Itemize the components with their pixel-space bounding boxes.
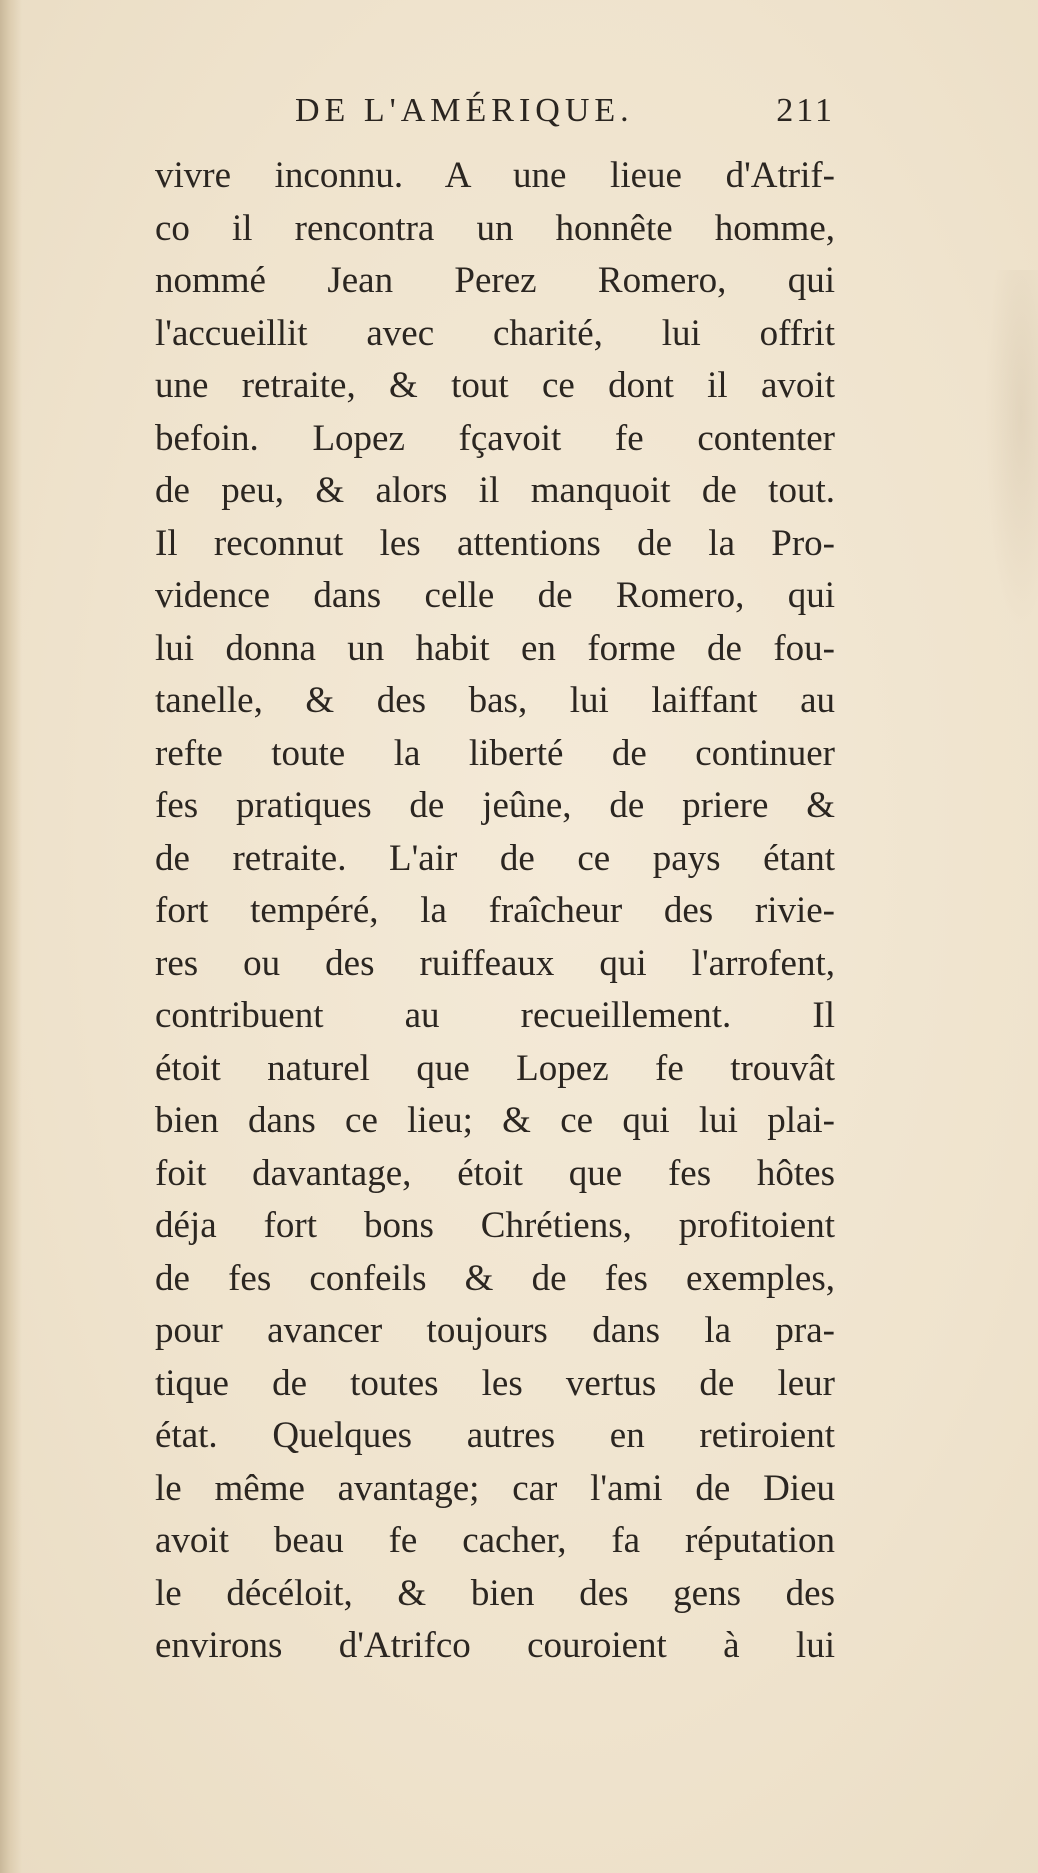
text-line: état. Quelques autres en retiroient: [155, 1415, 835, 1456]
text-line: de retraite. L'air de ce pays étant: [155, 837, 835, 879]
text-line: l'accueillit avec charité, lui offrit: [155, 312, 835, 354]
text-line: refte toute la liberté de continuer: [155, 732, 835, 774]
text-line: le même avantage; car l'ami de Dieu: [155, 1467, 835, 1509]
text-line: une retraite, & tout ce dont il avoit: [155, 365, 835, 406]
text-line: déja fort bons Chrétiens, profitoient: [155, 1205, 835, 1246]
text-line: foit davantage, étoit que fes hôtes: [155, 1152, 835, 1194]
text-line: co il rencontra un honnête homme,: [155, 207, 835, 249]
text-line: vidence dans celle de Romero, qui: [155, 575, 835, 616]
text-line: befoin. Lopez fçavoit fe contenter: [155, 417, 835, 459]
page-number: 211: [776, 92, 835, 129]
text-line: contribuent au recueillement. Il: [155, 995, 835, 1036]
text-line: fort tempéré, la fraîcheur des rivie-: [155, 890, 835, 931]
text-line: environs d'Atrifco couroient à lui: [155, 1625, 835, 1666]
ink-bleed-through: [985, 270, 1038, 630]
running-head: DE L'AMÉRIQUE.: [295, 92, 634, 129]
text-line: Il reconnut les attentions de la Pro-: [155, 522, 835, 564]
text-line: de fes confeils & de fes exemples,: [155, 1257, 835, 1299]
text-line: de peu, & alors il manquoit de tout.: [155, 470, 835, 511]
text-line: lui donna un habit en forme de fou-: [155, 627, 835, 669]
text-line: fes pratiques de jeûne, de priere &: [155, 785, 835, 826]
text-line: res ou des ruiffeaux qui l'arrofent,: [155, 942, 835, 984]
text-line: étoit naturel que Lopez fe trouvât: [155, 1047, 835, 1089]
text-line: avoit beau fe cacher, fa réputation: [155, 1520, 835, 1561]
text-line: tique de toutes les vertus de leur: [155, 1362, 835, 1404]
text-line: le décéloit, & bien des gens des: [155, 1572, 835, 1614]
text-line: pour avancer toujours dans la pra-: [155, 1310, 835, 1351]
text-line: tanelle, & des bas, lui laiffant au: [155, 680, 835, 721]
page-header: [155, 92, 835, 142]
text-line: vivre inconnu. A une lieue d'Atrif-: [155, 155, 835, 196]
text-line: nommé Jean Perez Romero, qui: [155, 260, 835, 301]
page-gutter-shadow: [0, 0, 22, 1873]
text-line: bien dans ce lieu; & ce qui lui plai-: [155, 1100, 835, 1141]
body-text: [155, 150, 835, 1673]
